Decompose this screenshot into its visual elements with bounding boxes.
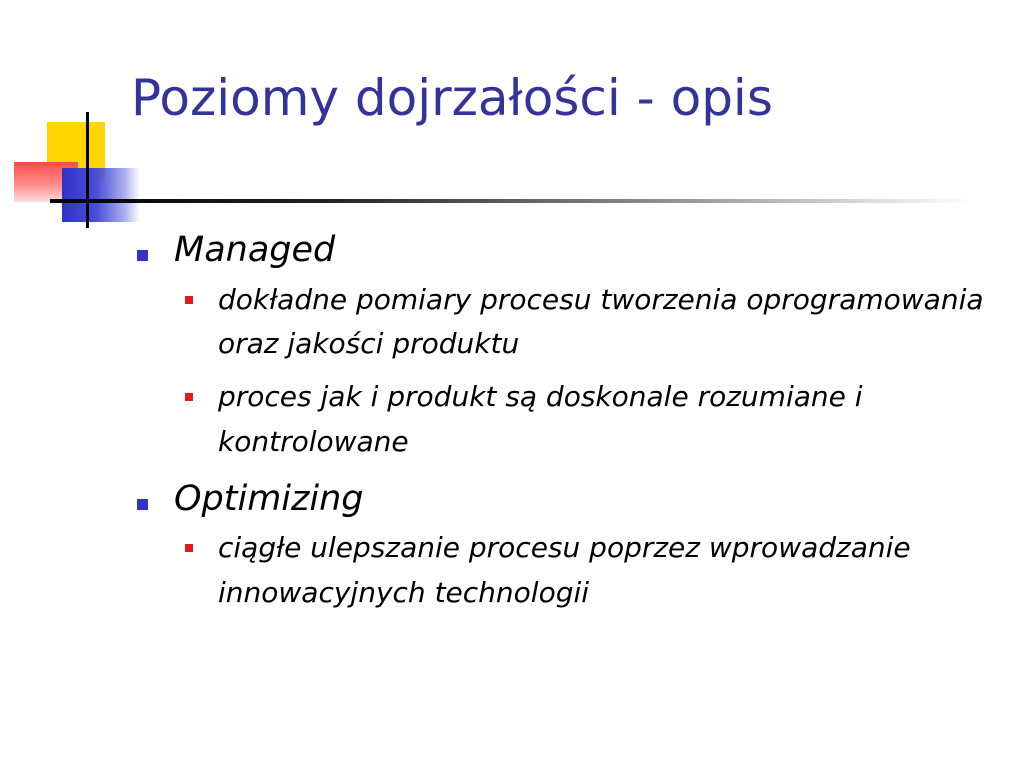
square-bullet-icon (137, 250, 148, 261)
bullet-item-label: Optimizing (174, 478, 364, 519)
square-bullet-icon (185, 544, 193, 552)
title-underline-rule (50, 199, 970, 203)
bullet-item-optimizing (134, 477, 1014, 523)
sub-bullet-text: ciągłe ulepszanie procesu poprzez wprowadzanie innowacyjnych technologii (218, 531, 911, 609)
sub-bullet-list-managed (134, 278, 1014, 465)
slide-content (134, 228, 1014, 628)
sub-bullet-item (134, 375, 1014, 465)
square-bullet-icon (185, 393, 193, 401)
sub-bullet-text: proces jak i produkt są doskonale rozumiane i kontrolowane (218, 380, 863, 458)
sub-bullet-item (134, 526, 1014, 616)
logo-blue-square (62, 168, 140, 222)
logo-vertical-line (86, 112, 89, 228)
slide-title: Poziomy dojrzałości - opis (131, 69, 773, 127)
slide-logo-graphic (0, 0, 140, 240)
sub-bullet-list-optimizing (134, 526, 1014, 616)
bullet-item-label: Managed (174, 230, 336, 270)
sub-bullet-text: dokładne pomiary procesu tworzenia oprogramowania oraz jakości produktu (218, 282, 984, 361)
square-bullet-icon (137, 499, 148, 510)
bullet-item-managed (134, 228, 1014, 274)
sub-bullet-item (134, 278, 1014, 368)
square-bullet-icon (185, 296, 193, 304)
